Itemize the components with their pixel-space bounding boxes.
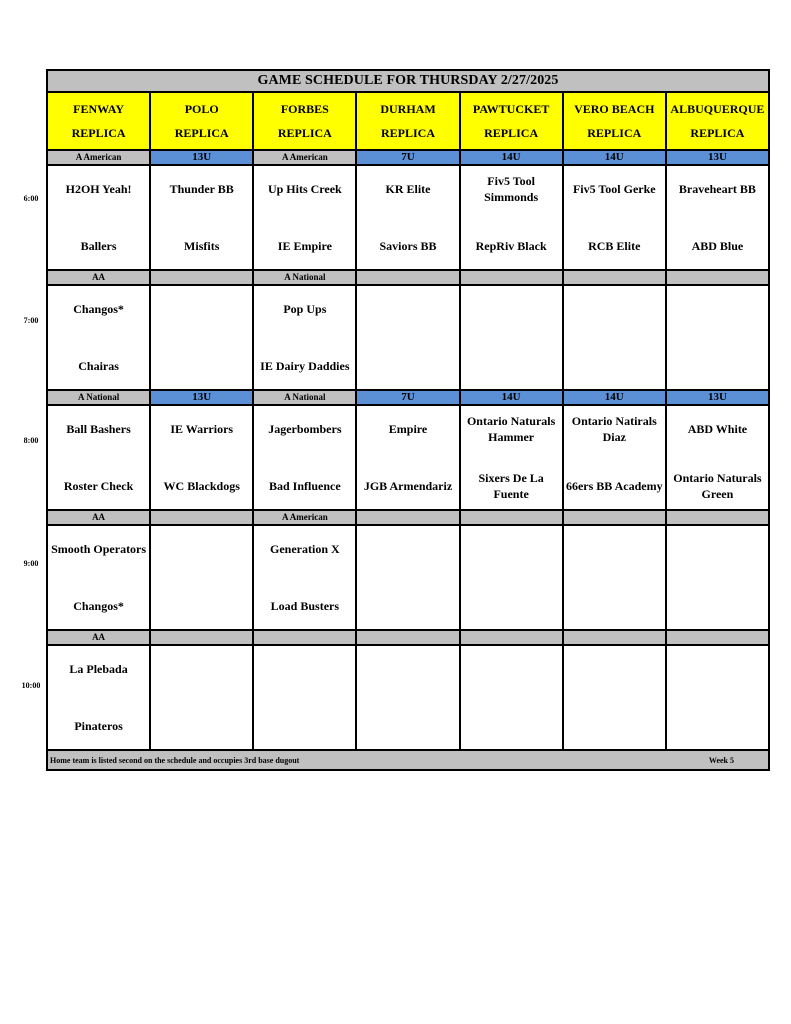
away-team: Fiv5 Tool Simmonds bbox=[484, 174, 539, 204]
game-cell bbox=[150, 405, 253, 510]
home-team: ABD Blue bbox=[691, 239, 744, 253]
division-label bbox=[563, 270, 666, 285]
game-cell bbox=[150, 645, 253, 750]
division-label: 13U bbox=[666, 150, 769, 165]
away-team: Up Hits Creek bbox=[267, 182, 342, 196]
home-team bbox=[153, 349, 250, 383]
home-team: Pinateros bbox=[74, 719, 123, 733]
division-label: AA bbox=[47, 270, 150, 285]
away-team: KR Elite bbox=[385, 182, 431, 196]
game-row bbox=[47, 285, 769, 390]
away-team bbox=[463, 532, 560, 566]
away-team bbox=[669, 652, 766, 686]
game-cell bbox=[563, 165, 666, 270]
away-team bbox=[566, 652, 663, 686]
away-team: H2OH Yeah! bbox=[65, 182, 132, 196]
away-team: La Plebada bbox=[69, 662, 128, 676]
division-label: A American bbox=[253, 150, 356, 165]
game-row bbox=[47, 405, 769, 510]
home-team: Roster Check bbox=[63, 479, 134, 493]
home-team: 66ers BB Academy bbox=[565, 479, 663, 493]
division-row bbox=[47, 270, 769, 285]
field-subtitle: REPLICA bbox=[484, 126, 539, 140]
division-label: A National bbox=[47, 390, 150, 405]
away-team bbox=[153, 652, 250, 686]
game-cell bbox=[563, 525, 666, 630]
field-subtitle: REPLICA bbox=[71, 126, 126, 140]
game-cell bbox=[356, 165, 459, 270]
division-label bbox=[356, 630, 459, 645]
field-name: ALBUQUERQUE bbox=[670, 102, 765, 116]
field-header-5 bbox=[563, 92, 666, 150]
game-cell bbox=[356, 525, 459, 630]
game-cell bbox=[47, 165, 150, 270]
division-label bbox=[563, 630, 666, 645]
division-label: 13U bbox=[150, 390, 253, 405]
game-row bbox=[47, 645, 769, 750]
division-label: AA bbox=[47, 510, 150, 525]
away-team bbox=[463, 652, 560, 686]
away-team bbox=[669, 292, 766, 326]
division-label bbox=[460, 630, 563, 645]
field-subtitle: REPLICA bbox=[277, 126, 332, 140]
game-row bbox=[47, 525, 769, 630]
game-cell bbox=[563, 645, 666, 750]
home-team: Bad Influence bbox=[269, 479, 341, 493]
home-team bbox=[669, 589, 766, 623]
away-team: Ontario Natirals Diaz bbox=[571, 414, 657, 444]
home-team: Ontario Naturals Green bbox=[673, 471, 762, 501]
home-team: Misfits bbox=[184, 239, 220, 253]
away-team bbox=[463, 292, 560, 326]
field-name: FENWAY bbox=[73, 102, 125, 116]
time-label: 9:00 bbox=[23, 559, 39, 568]
game-cell bbox=[460, 525, 563, 630]
home-team bbox=[566, 349, 663, 383]
field-name: DURHAM bbox=[380, 102, 436, 116]
away-team: Changos* bbox=[73, 302, 124, 316]
division-label: 7U bbox=[356, 150, 459, 165]
time-label: 7:00 bbox=[23, 316, 39, 325]
division-label: 14U bbox=[460, 150, 563, 165]
schedule-sheet bbox=[46, 69, 770, 771]
field-header-2 bbox=[253, 92, 356, 150]
home-team bbox=[566, 709, 663, 743]
home-team bbox=[669, 349, 766, 383]
game-cell bbox=[460, 165, 563, 270]
field-header-0 bbox=[47, 92, 150, 150]
home-team bbox=[153, 589, 250, 623]
division-label bbox=[253, 630, 356, 645]
game-cell bbox=[253, 165, 356, 270]
away-team: Smooth Operators bbox=[51, 542, 147, 556]
away-team: Ball Bashers bbox=[66, 422, 131, 436]
away-team: Generation X bbox=[270, 542, 340, 556]
time-label: 10:00 bbox=[21, 681, 41, 690]
division-label: A National bbox=[253, 390, 356, 405]
home-team: Ballers bbox=[80, 239, 117, 253]
field-header-6 bbox=[666, 92, 769, 150]
away-team: IE Warriors bbox=[170, 422, 234, 436]
away-team bbox=[359, 532, 456, 566]
division-row bbox=[47, 150, 769, 165]
division-label bbox=[666, 510, 769, 525]
division-label: 13U bbox=[150, 150, 253, 165]
division-label: 14U bbox=[563, 390, 666, 405]
away-team: Braveheart BB bbox=[678, 182, 756, 196]
division-label bbox=[150, 270, 253, 285]
away-team: Thunder BB bbox=[169, 182, 234, 196]
game-cell bbox=[47, 525, 150, 630]
game-cell bbox=[150, 165, 253, 270]
away-team: Empire bbox=[388, 422, 428, 436]
field-header-4 bbox=[460, 92, 563, 150]
game-cell bbox=[460, 285, 563, 390]
division-label bbox=[666, 630, 769, 645]
game-row bbox=[47, 165, 769, 270]
game-cell bbox=[460, 405, 563, 510]
game-cell bbox=[666, 165, 769, 270]
game-cell bbox=[666, 525, 769, 630]
game-cell bbox=[47, 405, 150, 510]
game-cell bbox=[563, 285, 666, 390]
field-header-1 bbox=[150, 92, 253, 150]
field-subtitle: REPLICA bbox=[690, 126, 745, 140]
away-team bbox=[256, 652, 353, 686]
away-team bbox=[153, 532, 250, 566]
home-team bbox=[463, 349, 560, 383]
away-team: Ontario Naturals Hammer bbox=[466, 414, 556, 444]
away-team: Jagerbombers bbox=[268, 422, 342, 436]
home-team bbox=[359, 589, 456, 623]
away-team bbox=[566, 292, 663, 326]
footer-note: Home team is listed second on the schedule and occupies 3rd base dugout bbox=[50, 755, 300, 765]
division-label: 13U bbox=[666, 390, 769, 405]
away-team bbox=[359, 292, 456, 326]
away-team: Fiv5 Tool Gerke bbox=[572, 182, 656, 196]
game-cell bbox=[356, 285, 459, 390]
game-cell bbox=[253, 405, 356, 510]
week-label: Week 5 bbox=[708, 755, 734, 765]
division-row bbox=[47, 510, 769, 525]
field-name: FORBES bbox=[280, 102, 329, 116]
home-team bbox=[566, 589, 663, 623]
home-team: Saviors BB bbox=[379, 239, 437, 253]
game-cell bbox=[666, 285, 769, 390]
home-team bbox=[463, 589, 560, 623]
away-team: ABD White bbox=[687, 422, 748, 436]
game-cell bbox=[666, 405, 769, 510]
division-label: 14U bbox=[563, 150, 666, 165]
game-cell bbox=[563, 405, 666, 510]
home-team: IE Dairy Daddies bbox=[260, 359, 350, 373]
division-label: A National bbox=[253, 270, 356, 285]
home-team: IE Empire bbox=[277, 239, 332, 253]
division-label bbox=[563, 510, 666, 525]
game-cell bbox=[253, 645, 356, 750]
division-label bbox=[150, 630, 253, 645]
division-label bbox=[150, 510, 253, 525]
field-name: VERO BEACH bbox=[574, 102, 655, 116]
division-label bbox=[666, 270, 769, 285]
field-subtitle: REPLICA bbox=[380, 126, 435, 140]
time-label: 6:00 bbox=[23, 194, 39, 203]
away-team bbox=[359, 652, 456, 686]
division-label bbox=[460, 510, 563, 525]
home-team bbox=[256, 709, 353, 743]
division-row bbox=[47, 390, 769, 405]
schedule-title: GAME SCHEDULE FOR THURSDAY 2/27/2025 bbox=[47, 70, 769, 92]
away-team: Pop Ups bbox=[283, 302, 327, 316]
title-row bbox=[47, 70, 769, 92]
field-subtitle: REPLICA bbox=[587, 126, 642, 140]
division-label bbox=[460, 270, 563, 285]
game-cell bbox=[150, 525, 253, 630]
division-label: A American bbox=[47, 150, 150, 165]
home-team bbox=[359, 349, 456, 383]
game-cell bbox=[47, 645, 150, 750]
game-cell bbox=[253, 285, 356, 390]
division-row bbox=[47, 630, 769, 645]
home-team: Chairas bbox=[78, 359, 119, 373]
home-team: RCB Elite bbox=[588, 239, 641, 253]
away-team bbox=[566, 532, 663, 566]
division-label: AA bbox=[47, 630, 150, 645]
division-label: 14U bbox=[460, 390, 563, 405]
home-team bbox=[153, 709, 250, 743]
division-label bbox=[356, 510, 459, 525]
field-header-3 bbox=[356, 92, 459, 150]
division-label bbox=[356, 270, 459, 285]
home-team bbox=[463, 709, 560, 743]
field-header-row bbox=[47, 92, 769, 150]
game-cell bbox=[460, 645, 563, 750]
home-team bbox=[359, 709, 456, 743]
schedule-table bbox=[46, 69, 770, 771]
field-subtitle: REPLICA bbox=[174, 126, 229, 140]
game-cell bbox=[150, 285, 253, 390]
footer-row bbox=[47, 750, 769, 770]
field-name: POLO bbox=[184, 102, 219, 116]
field-name: PAWTUCKET bbox=[472, 102, 550, 116]
away-team bbox=[153, 292, 250, 326]
time-label: 8:00 bbox=[23, 436, 39, 445]
game-cell bbox=[253, 525, 356, 630]
game-cell bbox=[356, 405, 459, 510]
home-team: Sixers De La Fuente bbox=[478, 471, 544, 501]
home-team: Changos* bbox=[73, 599, 124, 613]
home-team: Load Busters bbox=[270, 599, 340, 613]
home-team bbox=[669, 709, 766, 743]
home-team: RepRiv Black bbox=[475, 239, 547, 253]
game-cell bbox=[356, 645, 459, 750]
away-team bbox=[669, 532, 766, 566]
division-label: A American bbox=[253, 510, 356, 525]
footer-cell bbox=[47, 750, 769, 770]
game-cell bbox=[47, 285, 150, 390]
division-label: 7U bbox=[356, 390, 459, 405]
home-team: WC Blackdogs bbox=[163, 479, 240, 493]
game-cell bbox=[666, 645, 769, 750]
home-team: JGB Armendariz bbox=[363, 479, 453, 493]
